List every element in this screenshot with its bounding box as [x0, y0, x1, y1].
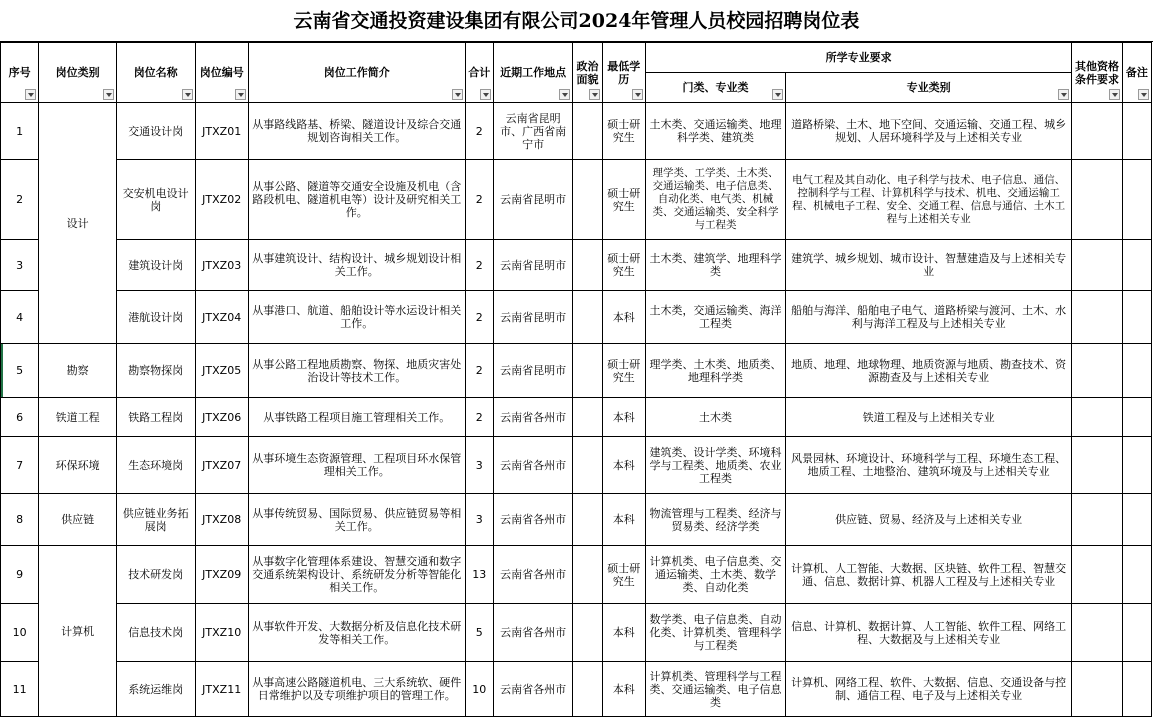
- header-total: 合计: [465, 43, 493, 103]
- cell-education[interactable]: 硕士研究生: [602, 546, 645, 604]
- cell-total[interactable]: 2: [465, 291, 493, 344]
- cell-remark[interactable]: [1122, 604, 1151, 662]
- cell-total[interactable]: 2: [465, 103, 493, 160]
- cell-category[interactable]: 勘察: [39, 344, 117, 398]
- cell-category[interactable]: 设计: [39, 103, 117, 344]
- cell-major-class[interactable]: 理学类、土木类、地质类、地理科学类: [645, 344, 785, 398]
- cell-location[interactable]: 云南省各州市: [493, 662, 573, 717]
- cell-major-type[interactable]: 计算机、人工智能、大数据、区块链、软件工程、智慧交通、信息、数据计算、机器人工程及与上述相关专业: [786, 546, 1072, 604]
- cell-education[interactable]: 本科: [602, 437, 645, 494]
- cell-intro[interactable]: 从事数字化管理体系建设、智慧交通和数字交通系统架构设计、系统研发分析等智能化相关工作。: [248, 546, 465, 604]
- cell-political[interactable]: [573, 494, 602, 546]
- cell-major-type[interactable]: 信息、计算机、数据计算、人工智能、软件工程、网络工程、大数据及与上述相关专业: [786, 604, 1072, 662]
- filter-dropdown-icon[interactable]: [182, 89, 193, 100]
- filter-dropdown-icon[interactable]: [559, 89, 570, 100]
- cell-political[interactable]: [573, 437, 602, 494]
- cell-major-class[interactable]: 计算机类、电子信息类、交通运输类、土木类、数学类、自动化类: [645, 546, 785, 604]
- cell-seq[interactable]: 4: [1, 291, 39, 344]
- cell-education[interactable]: 本科: [602, 662, 645, 717]
- cell-education[interactable]: 硕士研究生: [602, 344, 645, 398]
- cell-total[interactable]: 5: [465, 604, 493, 662]
- cell-other[interactable]: [1072, 103, 1122, 160]
- cell-political[interactable]: [573, 344, 602, 398]
- cell-location[interactable]: 云南省各州市: [493, 437, 573, 494]
- filter-dropdown-icon[interactable]: [1109, 89, 1120, 100]
- cell-major-type[interactable]: 铁道工程及与上述相关专业: [786, 398, 1072, 437]
- cell-code[interactable]: JTXZ01: [195, 103, 248, 160]
- header-major-class: 门类、专业类: [645, 73, 785, 103]
- cell-total[interactable]: 2: [465, 398, 493, 437]
- cell-intro[interactable]: 从事路线路基、桥梁、隧道设计及综合交通规划咨询相关工作。: [248, 103, 465, 160]
- cell-other[interactable]: [1072, 604, 1122, 662]
- header-major-type: 专业类别: [786, 73, 1072, 103]
- filter-dropdown-icon[interactable]: [632, 89, 643, 100]
- cell-code[interactable]: JTXZ04: [195, 291, 248, 344]
- cell-other[interactable]: [1072, 240, 1122, 291]
- cell-remark[interactable]: [1122, 240, 1151, 291]
- header-remark: 备注: [1122, 43, 1151, 103]
- cell-intro[interactable]: 从事环境生态资源管理、工程项目环水保管理相关工作。: [248, 437, 465, 494]
- cell-intro[interactable]: 从事软件开发、大数据分析及信息化技术研发等相关工作。: [248, 604, 465, 662]
- cell-major-class[interactable]: 计算机类、管理科学与工程类、交通运输类、电子信息类: [645, 662, 785, 717]
- cell-remark[interactable]: [1122, 437, 1151, 494]
- table-row: [1, 291, 1152, 344]
- cell-remark[interactable]: [1122, 662, 1151, 717]
- cell-total[interactable]: 2: [465, 240, 493, 291]
- cell-total[interactable]: 10: [465, 662, 493, 717]
- cell-remark[interactable]: [1122, 546, 1151, 604]
- recruitment-table: [0, 42, 1152, 717]
- filter-dropdown-icon[interactable]: [235, 89, 246, 100]
- cell-major-type[interactable]: 船舶与海洋、船舶电子电气、道路桥梁与渡河、土木、水利与海洋工程及与上述相关专业: [786, 291, 1072, 344]
- cell-name[interactable]: 铁路工程岗: [116, 398, 195, 437]
- cell-remark[interactable]: [1122, 291, 1151, 344]
- cell-seq[interactable]: 7: [1, 437, 39, 494]
- cell-remark[interactable]: [1122, 494, 1151, 546]
- cell-location[interactable]: 云南省昆明市: [493, 344, 573, 398]
- cell-major-type[interactable]: 计算机、网络工程、软件、大数据、信息、交通设备与控制、通信工程、电子及与上述相关专业: [786, 662, 1072, 717]
- cell-other[interactable]: [1072, 662, 1122, 717]
- cell-category[interactable]: 计算机: [39, 546, 117, 717]
- filter-dropdown-icon[interactable]: [772, 89, 783, 100]
- table-row: [1, 662, 1152, 717]
- cell-major-class[interactable]: 土木类，交通运输类、海洋工程类: [645, 291, 785, 344]
- cell-major-class[interactable]: 建筑类、设计学类、环境科学与工程类、地质类、农业工程类: [645, 437, 785, 494]
- cell-intro[interactable]: 从事公路工程地质勘察、物探、地质灾害处治设计等技术工作。: [248, 344, 465, 398]
- cell-code[interactable]: JTXZ09: [195, 546, 248, 604]
- cell-code[interactable]: JTXZ02: [195, 160, 248, 240]
- cell-category[interactable]: 铁道工程: [39, 398, 117, 437]
- cell-education[interactable]: 本科: [602, 604, 645, 662]
- cell-intro[interactable]: 从事建筑设计、结构设计、城乡规划设计相关工作。: [248, 240, 465, 291]
- cell-major-class[interactable]: 土木类: [645, 398, 785, 437]
- page-title: 云南省交通投资建设集团有限公司2024年管理人员校园招聘岗位表: [0, 0, 1153, 42]
- cell-name[interactable]: 交安机电设计岗: [116, 160, 195, 240]
- cell-education[interactable]: 本科: [602, 398, 645, 437]
- header-other: 其他资格条件要求: [1072, 43, 1122, 103]
- cell-major-type[interactable]: 风景园林、环境设计、环境科学与工程、环境生态工程、地质工程、土地整治、建筑环境及与上述相关专业: [786, 437, 1072, 494]
- header-seq: 序号: [1, 43, 39, 103]
- cell-major-class[interactable]: 物流管理与工程类、经济与贸易类、经济学类: [645, 494, 785, 546]
- cell-intro[interactable]: 从事铁路工程项目施工管理相关工作。: [248, 398, 465, 437]
- table-row: [1, 398, 1152, 437]
- cell-other[interactable]: [1072, 546, 1122, 604]
- cell-location[interactable]: 云南省昆明市: [493, 160, 573, 240]
- cell-other[interactable]: [1072, 344, 1122, 398]
- table-row: [1, 160, 1152, 240]
- header-major-group: 所学专业要求: [645, 43, 1071, 73]
- header-location: 近期工作地点: [493, 43, 573, 103]
- cell-other[interactable]: [1072, 494, 1122, 546]
- cell-education[interactable]: 硕士研究生: [602, 103, 645, 160]
- table-row: [1, 344, 1152, 398]
- cell-major-type[interactable]: 道路桥梁、土木、地下空间、交通运输、交通工程、城乡规划、人居环境科学及与上述相关专业: [786, 103, 1072, 160]
- cell-education[interactable]: 硕士研究生: [602, 160, 645, 240]
- cell-political[interactable]: [573, 662, 602, 717]
- cell-political[interactable]: [573, 546, 602, 604]
- cell-intro[interactable]: 从事传统贸易、国际贸易、供应链贸易等相关工作。: [248, 494, 465, 546]
- cell-education[interactable]: 本科: [602, 494, 645, 546]
- cell-total[interactable]: 3: [465, 494, 493, 546]
- cell-seq[interactable]: 11: [1, 662, 39, 717]
- table-row: [1, 240, 1152, 291]
- table-row: [1, 546, 1152, 604]
- cell-total[interactable]: 2: [465, 344, 493, 398]
- cell-seq[interactable]: 9: [1, 546, 39, 604]
- cell-major-class[interactable]: 数学类、电子信息类、自动化类、计算机类、管理科学与工程类: [645, 604, 785, 662]
- cell-category[interactable]: 供应链: [39, 494, 117, 546]
- cell-major-class[interactable]: 土木类、交通运输类、地理科学类、建筑类: [645, 103, 785, 160]
- filter-dropdown-icon[interactable]: [1058, 89, 1069, 100]
- cell-political[interactable]: [573, 604, 602, 662]
- cell-other[interactable]: [1072, 291, 1122, 344]
- cell-name[interactable]: 港航设计岗: [116, 291, 195, 344]
- cell-code[interactable]: JTXZ11: [195, 662, 248, 717]
- cell-seq[interactable]: 6: [1, 398, 39, 437]
- cell-total[interactable]: 2: [465, 160, 493, 240]
- cell-location[interactable]: 云南省昆明市: [493, 240, 573, 291]
- cell-name[interactable]: 技术研发岗: [116, 546, 195, 604]
- cell-location[interactable]: 云南省昆明市: [493, 291, 573, 344]
- cell-seq[interactable]: 2: [1, 160, 39, 240]
- cell-code[interactable]: JTXZ05: [195, 344, 248, 398]
- cell-other[interactable]: [1072, 437, 1122, 494]
- cell-code[interactable]: JTXZ06: [195, 398, 248, 437]
- filter-dropdown-icon[interactable]: [480, 89, 491, 100]
- cell-total[interactable]: 3: [465, 437, 493, 494]
- cell-major-type[interactable]: 建筑学、城乡规划、城市设计、智慧建造及与上述相关专业: [786, 240, 1072, 291]
- cell-other[interactable]: [1072, 160, 1122, 240]
- cell-name[interactable]: 交通设计岗: [116, 103, 195, 160]
- cell-education[interactable]: 硕士研究生: [602, 240, 645, 291]
- cell-seq[interactable]: 5: [1, 344, 39, 398]
- cell-name[interactable]: 系统运维岗: [116, 662, 195, 717]
- cell-code[interactable]: JTXZ03: [195, 240, 248, 291]
- table-row: [1, 494, 1152, 546]
- header-education: 最低学历: [602, 43, 645, 103]
- cell-location[interactable]: 云南省各州市: [493, 604, 573, 662]
- cell-intro[interactable]: 从事高速公路隧道机电、三大系统软、硬件日常维护以及专项维护项目的管理工作。: [248, 662, 465, 717]
- cell-political[interactable]: [573, 160, 602, 240]
- filter-dropdown-icon[interactable]: [103, 89, 114, 100]
- cell-location[interactable]: 云南省昆明市、广西省南宁市: [493, 103, 573, 160]
- header-code: 岗位编号: [195, 43, 248, 103]
- cell-remark[interactable]: [1122, 344, 1151, 398]
- cell-seq[interactable]: 10: [1, 604, 39, 662]
- cell-code[interactable]: JTXZ07: [195, 437, 248, 494]
- cell-remark[interactable]: [1122, 103, 1151, 160]
- cell-major-type[interactable]: 供应链、贸易、经济及与上述相关专业: [786, 494, 1072, 546]
- filter-dropdown-icon[interactable]: [589, 89, 600, 100]
- cell-other[interactable]: [1072, 398, 1122, 437]
- filter-dropdown-icon[interactable]: [452, 89, 463, 100]
- cell-intro[interactable]: 从事港口、航道、船舶设计等水运设计相关工作。: [248, 291, 465, 344]
- cell-total[interactable]: 13: [465, 546, 493, 604]
- header-name: 岗位名称: [116, 43, 195, 103]
- cell-intro[interactable]: 从事公路、隧道等交通安全设施及机电（含路段机电、隧道机电等）设计及研究相关工作。: [248, 160, 465, 240]
- table-row: [1, 604, 1152, 662]
- cell-political[interactable]: [573, 103, 602, 160]
- cell-seq[interactable]: 8: [1, 494, 39, 546]
- filter-dropdown-icon[interactable]: [25, 89, 36, 100]
- cell-political[interactable]: [573, 398, 602, 437]
- filter-dropdown-icon[interactable]: [1138, 89, 1149, 100]
- cell-major-class[interactable]: 理学类、工学类、土木类、交通运输类、电子信息类、自动化类、电气类、机械类、交通运输类、安全科学与工程类: [645, 160, 785, 240]
- cell-code[interactable]: JTXZ08: [195, 494, 248, 546]
- cell-name[interactable]: 建筑设计岗: [116, 240, 195, 291]
- cell-major-type[interactable]: 电气工程及其自动化、电子科学与技术、电子信息、通信、控制科学与工程、计算机科学与技术、机电、交通运输工程、机械电子工程、安全、交通工程、信息与通信、土木工程与上述相关专业: [786, 160, 1072, 240]
- header-political: 政治面貌: [573, 43, 602, 103]
- cell-location[interactable]: 云南省各州市: [493, 494, 573, 546]
- cell-code[interactable]: JTXZ10: [195, 604, 248, 662]
- cell-category[interactable]: 环保环境: [39, 437, 117, 494]
- cell-location[interactable]: 云南省各州市: [493, 398, 573, 437]
- cell-name[interactable]: 勘察物探岗: [116, 344, 195, 398]
- table-row: [1, 103, 1152, 160]
- cell-political[interactable]: [573, 291, 602, 344]
- cell-remark[interactable]: [1122, 398, 1151, 437]
- header-category: 岗位类别: [39, 43, 117, 103]
- cell-name[interactable]: 信息技术岗: [116, 604, 195, 662]
- row-selection-indicator: [1, 344, 3, 397]
- cell-seq[interactable]: 3: [1, 240, 39, 291]
- header-intro: 岗位工作简介: [248, 43, 465, 103]
- cell-major-type[interactable]: 地质、地理、地球物理、地质资源与地质、勘查技术、资源勘查及与上述相关专业: [786, 344, 1072, 398]
- cell-remark[interactable]: [1122, 160, 1151, 240]
- cell-name[interactable]: 供应链业务拓展岗: [116, 494, 195, 546]
- cell-name[interactable]: 生态环境岗: [116, 437, 195, 494]
- cell-major-class[interactable]: 土木类、建筑学、地理科学类: [645, 240, 785, 291]
- cell-education[interactable]: 本科: [602, 291, 645, 344]
- cell-location[interactable]: 云南省各州市: [493, 546, 573, 604]
- cell-seq[interactable]: 1: [1, 103, 39, 160]
- table-row: [1, 437, 1152, 494]
- cell-political[interactable]: [573, 240, 602, 291]
